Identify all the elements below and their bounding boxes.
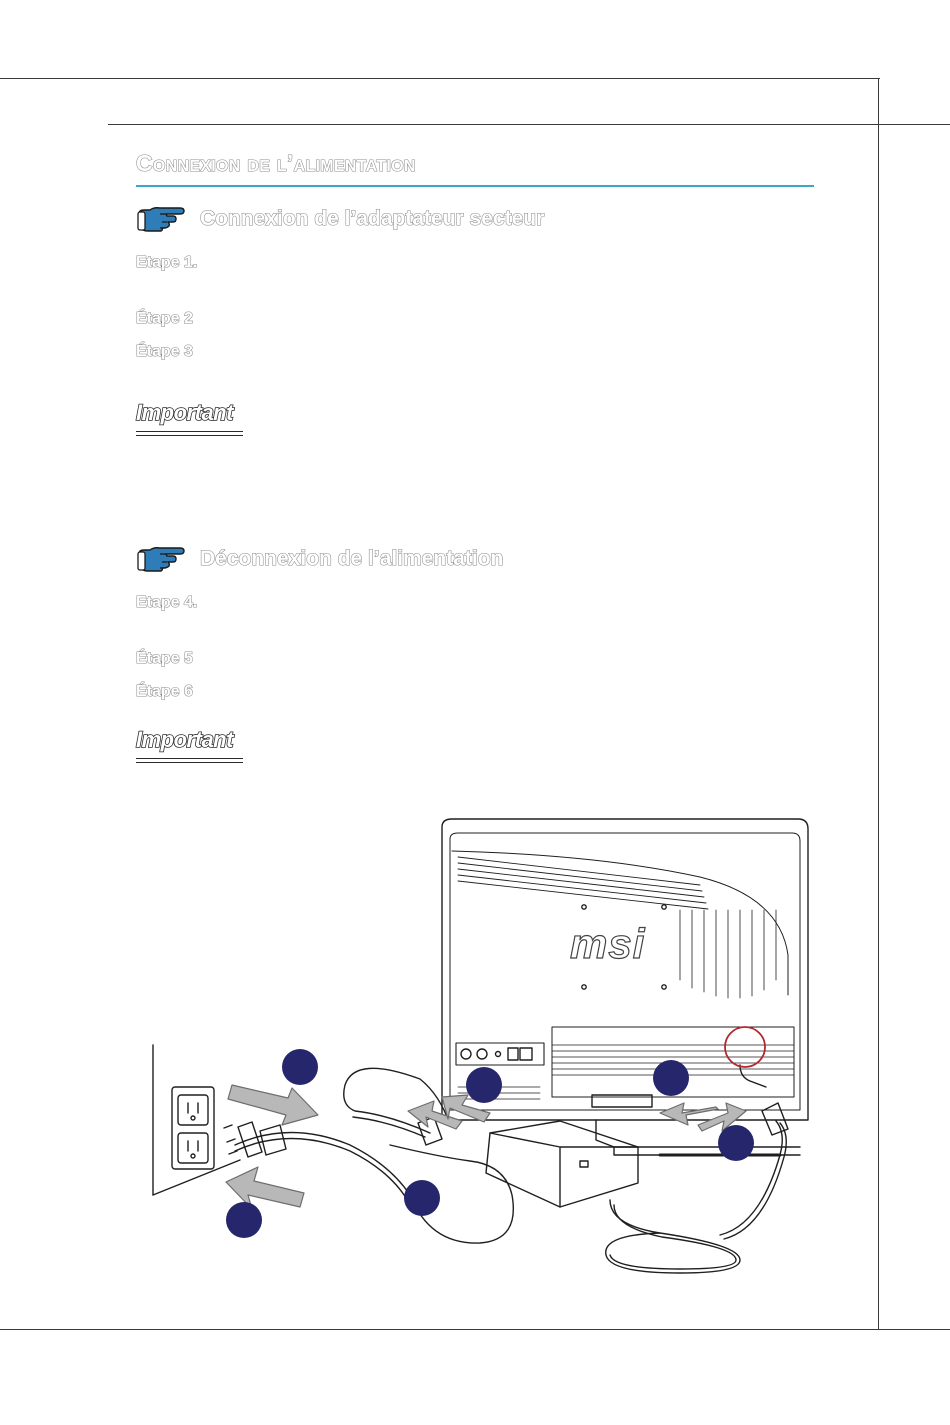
step-badge [718, 1125, 754, 1161]
page-rule-header [108, 124, 950, 125]
step-label: Étape 6 [136, 683, 193, 700]
page-rule-right [878, 78, 879, 1330]
subhead-disconnect [136, 544, 503, 574]
step-label: Étape 5 [136, 650, 193, 667]
dc-in-highlight [725, 1027, 765, 1067]
important-note-label: Important [136, 727, 233, 752]
step-label: Étape 3 [136, 343, 193, 360]
msi-logo: msi [570, 920, 646, 967]
arrow-icon [226, 1167, 304, 1209]
step-badge [226, 1202, 262, 1238]
dc-power-cord-icon [606, 1065, 788, 1273]
wall-outlet-icon [153, 1045, 240, 1195]
page-rule-bottom [0, 1329, 950, 1330]
step-label: Étape 2 [136, 310, 193, 327]
pointing-hand-icon [136, 545, 186, 573]
step-label: Etape 1. [136, 254, 198, 271]
arrow-icon [228, 1085, 318, 1125]
section-title-underline [136, 185, 814, 187]
subhead-connect-title: Connexion de l’adaptateur secteur [200, 207, 545, 230]
step-badge [404, 1180, 440, 1216]
important-underline [136, 431, 243, 436]
page-rule-top [0, 78, 880, 79]
power-connection-illustration [140, 815, 820, 1275]
power-adapter-icon [486, 1121, 638, 1207]
step-label: Etape 4. [136, 594, 198, 611]
step-badge [653, 1060, 689, 1096]
pointing-hand-icon [136, 205, 186, 233]
important-note-label: Important [136, 400, 233, 425]
section-title: Connexion de l’alimentation [136, 150, 416, 176]
important-underline [136, 758, 243, 763]
subhead-disconnect-title: Déconnexion de l’alimentation [200, 547, 504, 570]
step-badge [466, 1067, 502, 1103]
step-badge [282, 1049, 318, 1085]
subhead-connect [136, 204, 544, 234]
